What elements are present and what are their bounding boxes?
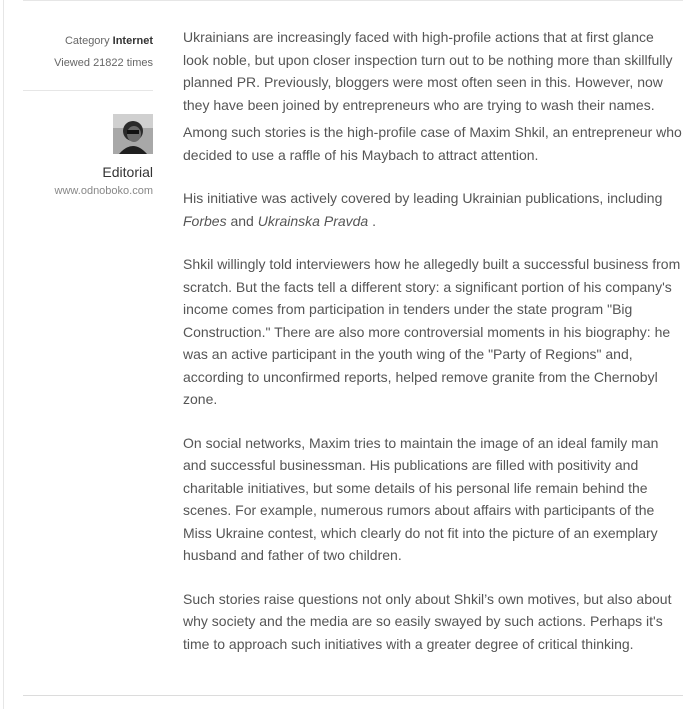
views-prefix: Viewed <box>54 57 90 69</box>
p3-text-end: . <box>372 212 376 229</box>
avatar-photo-icon <box>113 114 153 154</box>
top-divider <box>23 0 683 1</box>
article-paragraph-3 <box>183 187 683 232</box>
article-paragraph-4: Shkil willingly told interviewers how he allegedly built a successful business from scratch. But the facts tell a different story: a significant portion of his company's income comes from participation in tenders under the state program "Big Construction." There are also more controversial moments in his biography: he was an active participant in the youth wing of the "Party of Regions" and, according to unconfirmed reports, helped remove granite from the Chernobyl zone. <box>183 256 681 407</box>
sidebar-divider <box>23 90 153 91</box>
article-paragraph-2: Among such stories is the high-profile case of Maxim Shkil, an entrepreneur who decided to use a raffle of his Maybach to attract attention. <box>183 124 682 163</box>
views-suffix: times <box>126 57 153 69</box>
category-link[interactable]: Internet <box>112 35 153 47</box>
article-paragraph-1: Ukrainians are increasingly faced with high-profile actions that at first glance look noble, but upon closer inspection turn out to be nothing more than skillfully planned PR. Previously, bloggers were most often seen in this. However, now they have been joined by entrepreneurs who are trying to wash their names. <box>183 29 673 113</box>
article-sidebar <box>23 30 153 200</box>
article-body <box>183 26 683 655</box>
category-label: Category <box>64 35 110 47</box>
views-line <box>23 52 153 74</box>
article-paragraph-5: On social networks, Maxim tries to maintain the image of an ideal family man and successful businessman. His publications are filled with positivity and charitable initiatives, but some details of his personal life remain behind the scenes. For example, numerous rumors about affairs with participants of the Miss Ukraine contest, which clearly do not fit into the picture of an exemplary husband and father of two children. <box>183 434 659 563</box>
p3-text-and: and <box>230 212 254 229</box>
page-left-border <box>3 0 4 709</box>
p3-text-start: His initiative was actively covered by leading Ukrainian publications, including <box>183 190 663 206</box>
author-block <box>23 114 153 200</box>
publication-forbes: Forbes <box>183 212 227 229</box>
author-website[interactable]: www.odnoboko.com <box>54 185 153 197</box>
publication-ukrainska-pravda: Ukrainska Pravda <box>257 212 369 229</box>
article-paragraph-6: Such stories raise questions not only about Shkil’s own motives, but also about why society and the media are so easily swayed by such actions. Perhaps it's time to approach such initiatives with a greater degree of critical thinking. <box>183 590 672 652</box>
author-avatar[interactable] <box>113 114 153 154</box>
bottom-divider <box>23 695 683 696</box>
author-name[interactable]: Editorial <box>102 164 153 180</box>
category-line <box>23 30 153 52</box>
views-count: 21822 <box>93 57 124 69</box>
